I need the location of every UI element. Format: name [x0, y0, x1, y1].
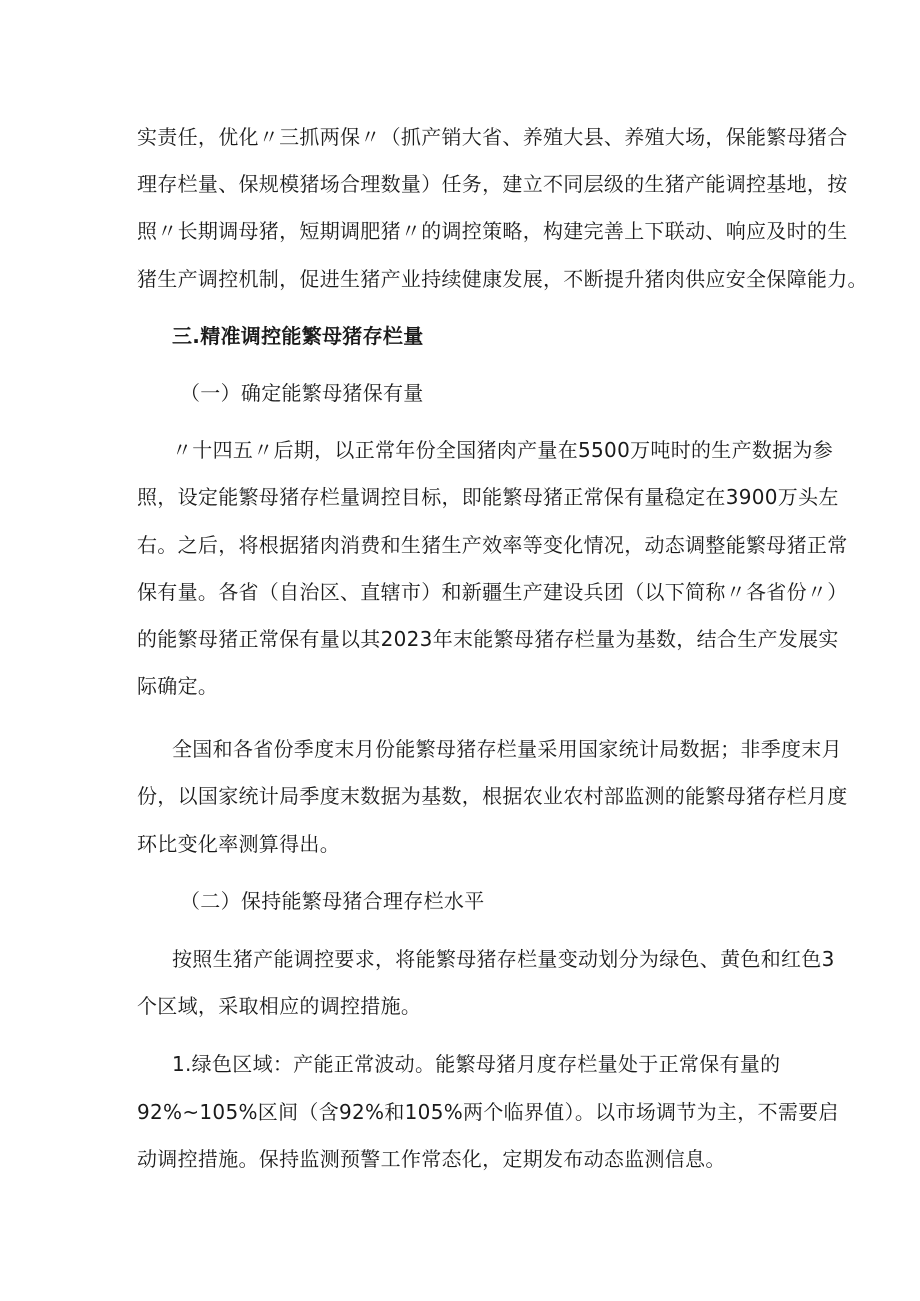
paragraph-line: 际确定。	[137, 674, 219, 698]
paragraph-line: 环比变化率测算得出。	[137, 832, 340, 856]
paragraph-line: 理存栏量、保规模猪场合理数量）任务，建立不同层级的生猪产能调控基地，按	[137, 172, 848, 196]
paragraph-line: 动调控措施。保持监测预警工作常态化，定期发布动态监测信息。	[137, 1147, 726, 1171]
paragraph-line: 照，设定能繁母猪存栏量调控目标，即能繁母猪正常保有量稳定在3900万头左	[137, 485, 839, 509]
section-heading: 三.精准调控能繁母猪存栏量	[172, 324, 424, 348]
paragraph-line: 猪生产调控机制，促进生猪产业持续健康发展，不断提升猪肉供应安全保障能力。	[137, 267, 868, 291]
paragraph-line: 份，以国家统计局季度末数据为基数，根据农业农村部监测的能繁母猪存栏月度	[137, 784, 848, 808]
subsection-heading: （一）确定能繁母猪保有量	[180, 381, 424, 405]
paragraph-line: 按照生猪产能调控要求，将能繁母猪存栏量变动划分为绿色、黄色和红色3	[172, 947, 835, 971]
paragraph-line: 实责任，优化〃三抓两保〃（抓产销大省、养殖大县、养殖大场，保能繁母猪合	[137, 125, 848, 149]
paragraph-line: 右。之后，将根据猪肉消费和生猪生产效率等变化情况，动态调整能繁母猪正常	[137, 533, 848, 557]
paragraph-line: 个区域，采取相应的调控措施。	[137, 994, 422, 1018]
paragraph-line: 全国和各省份季度末月份能繁母猪存栏量采用国家统计局数据；非季度末月	[172, 737, 842, 761]
paragraph-line: 92%~105%区间（含92%和105%两个临界值）。以市场调节为主，不需要启	[137, 1100, 839, 1124]
paragraph-line: 照〃长期调母猪，短期调肥猪〃的调控策略，构建完善上下联动、响应及时的生	[137, 219, 848, 243]
paragraph-line: 〃十四五〃后期，以正常年份全国猪肉产量在5500万吨时的生产数据为参	[172, 438, 834, 462]
paragraph-line: 的能繁母猪正常保有量以其2023年末能繁母猪存栏量为基数，结合生产发展实	[137, 627, 839, 651]
paragraph-line: 1.绿色区域：产能正常波动。能繁母猪月度存栏量处于正常保有量的	[172, 1052, 781, 1076]
subsection-heading: （二）保持能繁母猪合理存栏水平	[180, 889, 485, 913]
paragraph-line: 保有量。各省（自治区、直辖市）和新疆生产建设兵团（以下简称〃各省份〃）	[137, 580, 848, 604]
